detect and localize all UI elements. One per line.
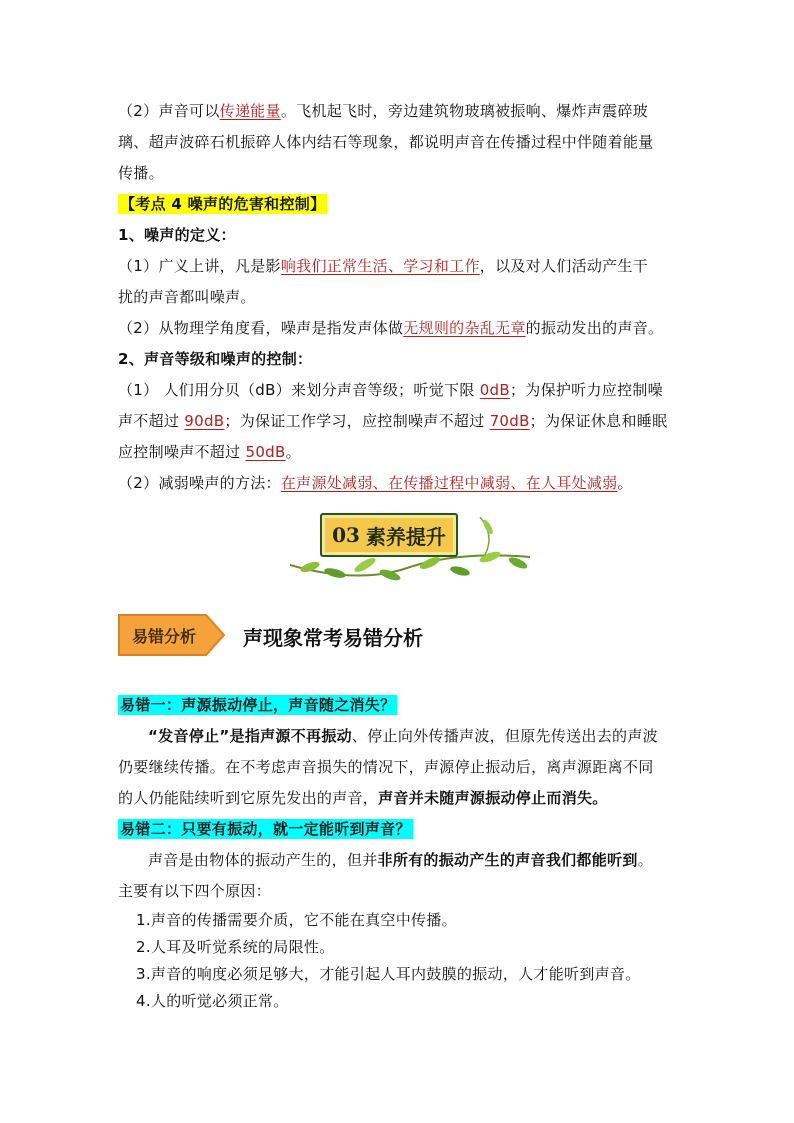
tag-label: 易错分析 [131,626,196,646]
paragraph: （1）广义上讲，凡是影响我们正常生活、学习和工作，以及对人们活动产生干 [118,257,649,275]
section-title: 2、声音等级和噪声的控制： [118,350,313,368]
reason-list [118,907,678,1015]
answer-highlight: 90dB [184,412,225,430]
answer-highlight: 50dB [245,443,286,461]
section-title: 1、噪声的定义： [118,226,236,244]
section-banner [280,505,540,585]
answer-highlight: 70dB [489,412,530,430]
paragraph: （2）减弱噪声的方法：在声源处减弱、在传播过程中减弱、在人耳处减弱。 [118,474,633,492]
banner-label-box [320,513,458,557]
paragraph: 璃、超声波碎石机振碎人体内结石等现象，都说明声音在传播过程中伴随着能量 [118,133,654,151]
banner-number: 03 [332,523,360,547]
banner-text: 素养提升 [365,524,446,549]
section-tag [118,614,226,656]
paragraph: 应控制噪声不超过 50dB。 [118,443,301,461]
answer-highlight: 传递能量 [219,102,281,120]
paragraph: （2）声音可以传递能量。飞机起飞时，旁边建筑物玻璃被振响、爆炸声震碎玻 [118,102,649,120]
paragraph: 仍要继续传播。在不考虑声音损失的情况下，声源停止振动后，离声源距离不同 [118,758,654,776]
section-title: 声现象常考易错分析 [243,626,423,650]
answer-highlight: 在声源处减弱、在传播过程中减弱、在人耳处减弱 [280,474,618,492]
paragraph: 声音是由物体的振动产生的，但并非所有的振动产生的声音我们都能听到。 [148,851,653,869]
kaodian-heading: 【考点 4 噪声的危害和控制】 [120,195,326,213]
answer-highlight: 0dB [479,381,510,399]
paragraph: 扰的声音都叫噪声。 [118,288,256,306]
answer-highlight: 无规则的杂乱无章 [403,319,526,337]
list-item: 4.人的听觉必须正常。 [136,992,289,1010]
answer-highlight: 响我们正常生活、学习和工作 [280,257,480,275]
page-content [118,96,678,499]
paragraph: 的人仍能陆续听到它原先发出的声音，声音并未随声源振动停止而消失。 [118,789,608,807]
paragraph: 声不超过 90dB；为保证工作学习，应控制噪声不超过 70dB；为保证休息和睡眠 [118,412,668,430]
list-item: 1.声音的传播需要介质，它不能在真空中传播。 [136,911,457,929]
mistake-title: 易错一：声源振动停止，声音随之消失？ [120,696,396,714]
mistake-title: 易错二：只要有振动，就一定能听到声音？ [120,820,411,838]
mistakes-content [118,690,678,1015]
paragraph: 主要有以下四个原因： [118,882,272,900]
paragraph: （2）从物理学角度看，噪声是指发声体做无规则的杂乱无章的振动发出的声音。 [118,319,664,337]
paragraph: 传播。 [118,164,164,182]
list-item: 3.声音的响度必须足够大，才能引起人耳内鼓膜的振动，人才能听到声音。 [136,965,641,983]
list-item: 2.人耳及听觉系统的局限性。 [136,938,335,956]
paragraph: “发音停止”是指声源不再振动、停止向外传播声波，但原先传送出去的声波 [148,727,658,745]
paragraph: （1） 人们用分贝（dB）来划分声音等级；听觉下限 0dB；为保护听力应控制噪 [118,381,663,399]
